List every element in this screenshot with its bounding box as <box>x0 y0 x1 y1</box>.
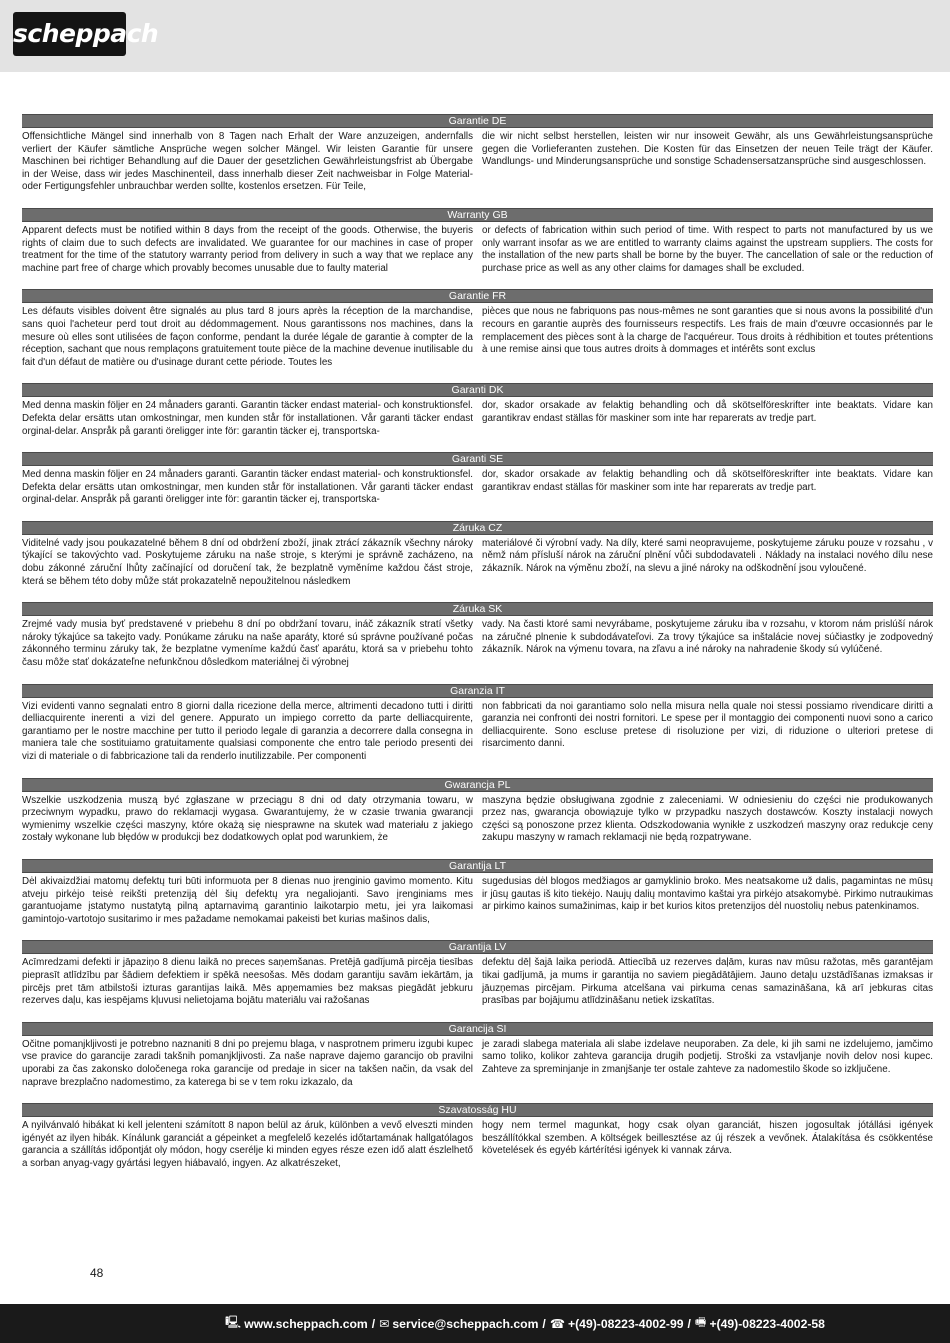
fax-number: +(49)-08223-4002-58 <box>709 1316 825 1331</box>
section-zaruka-sk <box>22 602 933 669</box>
section-garancija-si <box>22 1022 933 1089</box>
section-text-left: Očitne pomanjkljivosti je potrebno naznaniti 8 dni po prejemu blaga, v nasprotnem primeru izgubi kupec vse pravice do garancije zaradi takšnih pomanjkljivosti. Za naše naprave dajemo garancijo ob pravilni uporabi za čas zakonsko določenega roka garancije od predaje in sicer na takšen način, da vsak del naprave brezplačno nadomestimo, za katerega bi se v tem roku izkazalo, da <box>22 1038 473 1088</box>
section-title: Garantie DE <box>22 114 933 128</box>
section-title: Gwarancja PL <box>22 778 933 792</box>
section-text-right: materiálové či výrobní vady. Na díly, které sami neopravujeme, poskytujeme záruku pouze v rozsahu , v němž nám přísluší nárok na záruční plnění vůči subdodavateli . Náklady na instalaci nového dílu nese zákazník. Nárok na výměnu zboží, na slevu a jiné nároky na odškodnění jsou vyloučené. <box>482 537 933 575</box>
section-title: Garanti DK <box>22 383 933 397</box>
fax-icon: 🖷 <box>694 1315 707 1329</box>
section-garanti-se <box>22 452 933 507</box>
phone-number: +(49)-08223-4002-99 <box>568 1316 684 1331</box>
section-text-left: Zrejmé vady musia byť predstavené v priebehu 8 dní po obdržaní tovaru, ináč zákazník stratí všetky nároky týkajúce sa takejto vady. Ponúkame záruku na naše aparáty, ktoré sú správne používané počas zákonného terminu záruky tak, že bezplatne vymeníme každú časť aparátu, ktorá sa v priebehu tohto času môže stať dokázateľne nefunkčnou dôsledkom materiálnej či výrobnej <box>22 619 473 669</box>
section-zaruka-cz <box>22 521 933 588</box>
website-link[interactable]: www.scheppach.com <box>244 1316 368 1331</box>
section-title: Garanzia IT <box>22 684 933 698</box>
section-text-right: non fabbricati da noi garantiamo solo nella misura nella quale noi stessi possiamo rivendicare diritti a garanzia nei confronti dei nostri fornitori. Le spese per il montaggio dei componenti nuovi sono a carico delliacquirente. Sono escluse pretese di risoluzione per vizi, di riduzione o ulteriori pretese di risarcimento danni. <box>482 700 933 750</box>
section-title: Garantija LT <box>22 859 933 873</box>
page-number: 48 <box>90 1266 104 1280</box>
section-szavatossag-hu <box>22 1103 933 1170</box>
scheppach-logo: scheppach <box>13 12 126 56</box>
section-gwarancja-pl <box>22 778 933 845</box>
section-garantija-lv <box>22 940 933 1007</box>
mail-icon: ✉ <box>379 1316 390 1331</box>
section-text-right: sugedusias dėl blogos medžiagos ar gamyklinio broko. Mes neatsakome už dalis, pagamintas ne mūsų ir jūsų gautas iš kito tiekėjo. Naujų dalių montavimo kaštai yra pirkėjo atsakomybė. Pirkimo nutraukimas ar pirkimo kainos sumažinimas, kaip ir bet kurios kitos pretenzijos dėl nuostolių nebus patenkinamos. <box>482 875 933 913</box>
section-title: Garantie FR <box>22 289 933 303</box>
section-title: Garancija SI <box>22 1022 933 1036</box>
footer-separator: / <box>687 1316 691 1331</box>
telephone-icon: ☎ <box>549 1316 565 1331</box>
section-text-left: Viditelné vady jsou poukazatelné během 8 dní od obdržení zboží, jinak ztrácí zákazník všechny nároky týkající se takovýchto vad. Poskytujeme záruku na naše stroje, s kterými je správně zacházeno, na dobu zákonné záruční lhůty začínající od doručení tak, že bezplatně vyměníme každou část stroje, která se během této doby může stát prokazatelně nepoužitelnou následkem <box>22 537 473 587</box>
section-title: Záruka CZ <box>22 521 933 535</box>
section-text-left: A nyilvánvaló hibákat ki kell jelenteni számított 8 napon belül az áruk, különben a vevő elveszti minden igényét az ilyen hibák. Kínálunk garanciát a gépeinket a megfelelő kezelés időtartamának hallgatólagos garancia a szállítás időpontját oly módon, hogy cserélje ki minden egyes része ezen idő alatt észlelhető a sorban anyag-vagy gyártási legyen hiábavaló, ingyen. Az alkatrészeket, <box>22 1120 473 1169</box>
section-garantie-fr <box>22 289 933 369</box>
section-text-left: Apparent defects must be notified within 8 days from the receipt of the goods. Otherwise, the buyeris rights of claim due to such defects are invalidated. We guarantee for our machines in case of proper treatment for the time of the statutory warranty period from delivery in such a way that we replace any machine part free of charge which provably becomes unusable due to faulty material <box>22 224 473 274</box>
section-title: Warranty GB <box>22 208 933 222</box>
section-text-left: Acīmredzami defekti ir jāpaziņo 8 dienu laikā no preces saņemšanas. Pretējā gadījumā pircēja tiesības pieprasīt atlīdzību par šādiem defektiem ir spēkā neesošas. Mēs dodam garantiju savām iekārtām, ja pircējs pret tām atbilstoši izturas garantijas laikā. Mēs apņemamies bez maksas piegādāt jebkuru rezerves daļu, kas iespējams kļuvusi nelietojama bojātu materiālu vai ražošanas <box>22 957 473 1007</box>
section-text-left: Offensichtliche Mängel sind innerhalb von 8 Tagen nach Erhalt der Ware anzuzeigen, andernfalls verliert der Käufer sämtliche Ansprüche wegen solcher Mängel. Wir leisten Garantie für unsere Maschinen bei richtiger Behandlung auf die Dauer der gesetzlichen Gewährleistungsfrist ab Übergabe in der Weise, dass wir jedes Maschinenteil, dass innerhalb dieser Zeit nachweisbar in Folge Material- oder Fertigungsfehler unbrauchbar werden sollte, kostenlos ersetzen. Für Teile, <box>22 131 473 193</box>
section-text-right: die wir nicht selbst herstellen, leisten wir nur insoweit Gewähr, als uns Gewährleistungsansprüche gegen die Vorlieferanten zustehen. Die Kosten für das Einsetzen der neuen Teile trägt der Käufer. Wandlungs- und Minderungsansprüche und sonstige Schadensersatzansprüche sind ausgeschlossen. <box>482 131 933 168</box>
email-link[interactable]: service@scheppach.com <box>392 1316 539 1331</box>
section-text-right: je zaradi slabega materiala ali slabe izdelave neuporaben. Za dele, ki jih sami ne izdelujemo, jamčimo samo toliko, kolikor zahteva garancija drugih podjetij. Stroški za vstavljanje novih delov nosi kupec. Zahteve za spreminjanje in zmanjšanje ter ostale zahteve za nadomestilo škode so izključene. <box>482 1038 933 1075</box>
footer-separator: / <box>542 1316 546 1331</box>
section-text-right: dor, skador orsakade av felaktig behandling och då skötselföreskrifter inte beaktats. Vidare kan garantikrav endast ställas för maskiner som inte har reparerats av tredje part. <box>482 400 933 424</box>
section-title: Garanti SE <box>22 452 933 466</box>
section-text-left: Med denna maskin följer en 24 månaders garanti. Garantin täcker endast material- och konstruktionsfel. Defekta delar ersätts utan omkostningar, men kunden står för installationen. Vår garanti täcker endast orginal-delar. Anspråk på garanti öreligger inte för: garantin täcker ej, transportska- <box>22 469 473 506</box>
footer-separator: / <box>371 1316 376 1331</box>
section-warranty-gb <box>22 208 933 275</box>
section-text-right: dor, skador orsakade av felaktig behandling och då skötselföreskrifter inte beaktats. Vidare kan garantikrav endast ställas för maskiner som inte har reparerats av tredje part. <box>482 469 933 493</box>
section-garanzia-it <box>22 684 933 764</box>
section-title: Garantija LV <box>22 940 933 954</box>
section-title: Szavatosság HU <box>22 1103 933 1117</box>
section-text-right: defektu dēļ šajā laika periodā. Attiecībā uz rezerves daļām, kuras nav mūsu ražotas, mēs garantējam tikai gadījumā, ja mums ir garantija no saviem piegādātājiem. Jauno detaļu uzstādīšanas izmaksas ir jāuzņemas pircējam. Pirkuma atcelšana vai pirkuma cenas samazināšana, kā arī jebkuras citas prasības par bojājumu atlīdzināšanu netiek izskatītas. <box>482 957 933 1007</box>
warranty-content <box>22 114 933 1184</box>
section-text-right: vady. Na časti ktoré sami nevyrábame, poskytujeme záruku iba v rozsahu, v ktorom nám prislúší nárok na záručné plnenie k subdodávateľovi. Za trovy týkajúce sa inštalácie novej súčiastky je zodpovedný zákazník. Nárok na výmenu tovara, na zľavu a iné nároky na nahradenie škody sú vylúčené. <box>482 619 933 656</box>
section-title: Záruka SK <box>22 602 933 616</box>
section-text-right: pièces que nous ne fabriquons pas nous-mêmes ne sont garanties que si nous avons la possibilité d'un recours en garantie auprès des fournisseurs respectifs. Les frais de main d'œuvre occasionnés par le remplacement des pièces sont à la charge de l'acquéreur. Tous droits à rédhibition et toutes prétentions à une remise ainsi que tous autres droits à dommages et intérêts sont exclus <box>482 306 933 356</box>
section-text-right: hogy nem termel magunkat, hogy csak olyan garanciát, hiszen jogosultak jótállási igények beszállítókkal szemben. A költségek beillesztése az új részek a vevőnek. Átalakítása és csökkentése követelések és egyéb kártérítési igények ki vannak zárva. <box>482 1120 933 1157</box>
section-text-left: Vizi evidenti vanno segnalati entro 8 giorni dalla ricezione della merce, altrimenti decadono tutti i diritti delliacquirente inerenti a vizi del genere. Appurato un impiego corretto da parte delliacquirente, garantiamo per le nostre macchine per tutto il periodo legale di garanzia a decorrere dalla consegna in maniera tale che sostituiamo gratuitamente qualsiasi componente che entro tale periodo presenti dei vizi di materiale o di fabbricazione tali da renderlo inutilizzabile. Per componenti <box>22 700 473 762</box>
section-garanti-dk <box>22 383 933 438</box>
computer-icon: 🖳 <box>225 1315 242 1329</box>
section-text-right: or defects of fabrication within such period of time. With respect to parts not manufactured by us we only warrant insofar as we are entitled to warranty claims against the upstream suppliers. The costs for the installation of the new parts shall be borne by the buyer. The cancellation of sale or the reduction of purchase price as well as any other claims for damages shall be excluded. <box>482 224 933 274</box>
page-footer <box>0 1304 950 1343</box>
section-text-left: Wszelkie uszkodzenia muszą być zgłaszane w przeciągu 8 dni od daty otrzymania towaru, w przeciwnym wypadku, prawo do reklamacji wygasa. Gwarantujemy, że w czasie trwania gwarancji wymienimy wszelkie części maszyny, które okażą się niesprawne na skutek wad materiału z jakiego zostały wykonane lub błędów w produkcji bez dodatkowych oplat pod warunkiem, że <box>22 794 473 844</box>
section-text-left: Les défauts visibles doivent être signalés au plus tard 8 jours après la réception de la marchandise, sans quoi l'acheteur perd tout droit au dédommagement. Nous garantissons nos machines, dans la mesure où elles sont utilisées de façon conforme, pendant la durée légale de garantie à compter de la réception, sachant que nous remplaçons gratuitement toute pièce de la machine devenue inutilisable du fait d'un défaut de matière ou d'usinage durant cette période. Toutes les <box>22 306 473 368</box>
section-text-left: Dėl akivaizdžiai matomų defektų turi būti informuota per 8 dienas nuo įrenginio gavimo momento. Kitu atveju pirkėjo teisė reikšti pretenziją dėl šių defektų yra negaliojanti. Savo įrenginiams mes garantuojame įstatymo nustatytą pilną aptarnavimą garantinio laikotarpio metu, jei yra laikomasi gamintojo-vartotojo susitarimo ir mes pažadame nemokamai pakeisti bet kurias mašinos dalis, <box>22 875 473 925</box>
section-text-right: maszyna będzie obsługiwana zgodnie z zaleceniami. W odniesieniu do części nie produkowanych przez nas, gwarancja obowiązuje tylko w przypadku naszych dostawców. Koszty instalacji nowych części są ponoszone przez klienta. Odszkodowania wynikłe z uszkodzeń maszyny oraz redukcje ceny zakupu maszyny w ramach reklamacji nie będą rozpatrywane. <box>482 794 933 844</box>
section-text-left: Med denna maskin följer en 24 månaders garanti. Garantin täcker endast material- och konstruktionsfel. Defekta delar ersätts utan omkostningar, men kunden står för installationen. Vår garanti täcker endast orginal-delar. Anspråk på garanti öreligger inte för: garantin täcker ej, transportska- <box>22 400 473 437</box>
page-header <box>0 0 950 72</box>
section-garantija-lt <box>22 859 933 926</box>
section-garantie-de <box>22 114 933 194</box>
